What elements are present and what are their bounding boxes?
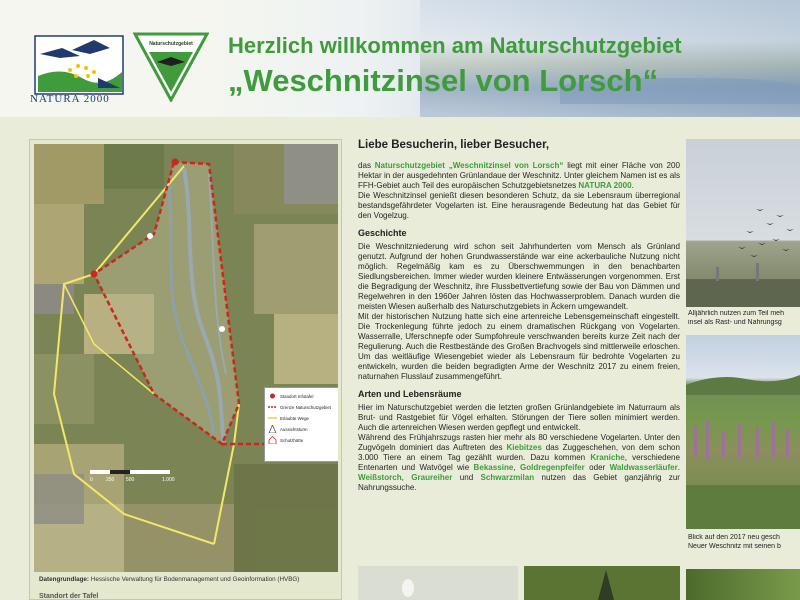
natura-2000-label: NATURA 2000 <box>30 93 110 105</box>
legend-label: Standort Infotafel <box>280 394 314 399</box>
meadow-photo-graphic <box>686 335 800 529</box>
section-heading-geschichte: Geschichte <box>358 228 407 239</box>
species-waldwasserlaeufer: Waldwasserläufer <box>609 462 678 472</box>
photo-weschnitz-meadow <box>686 335 800 529</box>
arten-paragraph-2 <box>358 433 680 493</box>
intro-text: das <box>358 161 375 171</box>
arten-text: nutzen das Gebiet ganzjährig zur Nahrungssuche. <box>358 472 680 492</box>
hut-icon <box>268 436 277 445</box>
arten-text: und <box>452 472 481 482</box>
intro-paragraph-2: Die Weschnitzinsel genießt diesen besonderen Schutz, da sie Lebensraum überregional bestandsgefährdeter Vogelarten ist. Eine herausragende Bedeutung hat das Gebiet für den Vogelzug. <box>358 191 680 221</box>
reserve-name-highlight: Naturschutzgebiet „Weschnitzinsel von Lorsch“ <box>374 161 564 171</box>
legend-item-grenze <box>268 402 336 413</box>
scale-label-1000: 1.000 <box>162 477 175 483</box>
scale-label-500: 500 <box>126 477 135 483</box>
map-legend <box>264 387 338 462</box>
legend-label: Grenze Naturschutzgebiet <box>280 405 332 410</box>
cranes-photo-graphic <box>686 139 800 307</box>
intro-text: liegt mit einer Fläche von 200 Hektar in der ausgedehnten Grünlandaue der Weschnitz. Unter gleichem Namen ist es als FFH-Gebiet auch Teil des europäischen Schutzgebietsnetzes <box>358 161 680 191</box>
header-banner <box>0 0 800 117</box>
map-sub-heading: Standort der Tafel <box>39 593 99 600</box>
photo-bottom <box>686 569 800 600</box>
caption-2-line-2: Neuer Weschnitz mit seinen b <box>688 543 781 550</box>
scale-label-250: 250 <box>106 477 115 483</box>
intro-paragraph <box>358 161 680 191</box>
caption-1-line-1: Alljährlich nutzen zum Teil meh <box>688 310 784 317</box>
arten-text: , <box>401 472 412 482</box>
legend-item-wege <box>268 413 336 424</box>
map-credit <box>39 576 339 584</box>
geschichte-paragraph-2: Mit der historischen Nutzung hatte sich eine artenreiche Lebensgemeinschaft eingestellt. Die Trockenlegung führte jedoch zu einem dramatischen Rückgang von Vogelarten. Wasserralle, Uferschnepfe oder Sumpfohreule verschwanden bereits kurze Zeit nach der Regulierung. Auch die Restbestände des Großen Brachvogels sind mittlerweile erloschen. Um das weitläufige Wiesengebiet wieder als Lebensraum für bedrohte Vogelarten zu entwickeln, wurden die beiden begradigten Arme der Weschnitz 2017 zu einem freien, naturnahen Flusslauf zusammengeführt. <box>358 312 680 381</box>
species-graureiher: Graureiher <box>411 472 453 482</box>
info-text-column <box>358 138 680 493</box>
legend-item-schutzhuette <box>268 435 336 446</box>
legend-label: Aussichtsturm <box>280 427 308 432</box>
arten-paragraph-1: Hier im Naturschutzgebiet werden die letzten großen Grünlandgebiete im Naturraum als Brut- und Rastgebiet für Vögel erhalten. Störungen der Tiere sollen minimiert werden. Auch die artenreichen Wiesen werden gepflegt und entwickelt. <box>358 402 680 432</box>
species-schwarzmilan: Schwarzmilan <box>480 472 535 482</box>
photo-cranes-flying <box>686 139 800 307</box>
legend-label: Schutzhütte <box>280 438 304 443</box>
arten-text: . <box>677 462 680 472</box>
species-goldregenpfeifer: Goldregenpfeifer <box>519 462 585 472</box>
tower-icon <box>268 425 277 434</box>
arten-text: Während des Frühjahrszugs rasten hier mehr als 80 verschiedene Vogelarten. Unter den Zugvögeln dominiert das Auftreten des <box>358 432 680 452</box>
aerial-map-graphic <box>34 144 338 572</box>
legend-item-infotafel <box>268 391 336 402</box>
page-title: Herzlich willkommen am Naturschutzgebiet <box>228 33 682 58</box>
species-bekassine: Bekassine <box>473 462 514 472</box>
species-kraniche: Kraniche <box>590 452 625 462</box>
caption-1-line-2: insel als Rast- und Nahrungsg <box>688 319 782 326</box>
map-panel <box>29 139 342 600</box>
page-subtitle: „Weschnitzinsel von Lorsch“ <box>228 63 659 98</box>
naturschutzgebiet-sign <box>133 32 209 102</box>
dashed-line-icon <box>268 405 277 410</box>
intro-text: . <box>631 181 634 191</box>
arten-text: , verschiedene Entenarten und Watvögel wie <box>358 452 681 472</box>
greeting: Liebe Besucherin, lieber Besucher, <box>358 139 550 151</box>
arten-text: , <box>513 462 520 472</box>
species-kiebitz: Kiebitzes <box>506 442 542 452</box>
species-weissstorch: Weißstorch <box>358 472 402 482</box>
aerial-map <box>34 144 338 572</box>
geschichte-paragraph-1: Die Weschnitzniederung wird schon seit Jahrhunderten vom Mensch als Grünland genutzt. Aufgrund der hohen Grundwasserstände war eine ackerbauliche Nutzung nicht möglich. Regelmäßig kam es zu Überschwemmungen in den benachbarten Siedlungsbereichen. Immer wieder wurden kleinere Entwässerungen vorgenommen. Erst die Begradigung der Weschnitz, ihre Flussbettvertiefung sowie der Bau von Dämmen und Regelwehren in den 1960er Jahren lösten das Hochwasserproblem. Danach wurden die meisten Wiesen außerhalb des Naturschutzgebiets in Äckern umgewandelt. <box>358 242 680 312</box>
legend-label: Erlaubte Wege <box>280 416 309 421</box>
bottom-photo-strip <box>358 566 680 600</box>
arten-text: das Zuggeschehen, von dem schon 3.000 Tiere an einem Tag gezählt wurden. Dazu kommen <box>358 442 681 462</box>
credit-text: Hessische Verwaltung für Bodenmanagement und Geoinformation (HVBG) <box>90 576 300 583</box>
section-heading-arten: Arten und Lebensräume <box>358 388 462 399</box>
arten-text: oder <box>584 462 610 472</box>
legend-item-aussichtsturm <box>268 424 336 435</box>
photo-column <box>686 139 800 600</box>
yellow-line-icon <box>268 416 277 421</box>
scale-label-0: 0 <box>90 477 93 483</box>
natura-highlight: NATURA 2000 <box>578 181 632 191</box>
red-dot-icon <box>268 393 277 400</box>
caption-2-line-1: Blick auf den 2017 neu gesch <box>688 534 780 541</box>
credit-label: Datengrundlage: <box>39 576 90 583</box>
nsg-sign-label: Naturschutzgebiet <box>149 41 193 47</box>
